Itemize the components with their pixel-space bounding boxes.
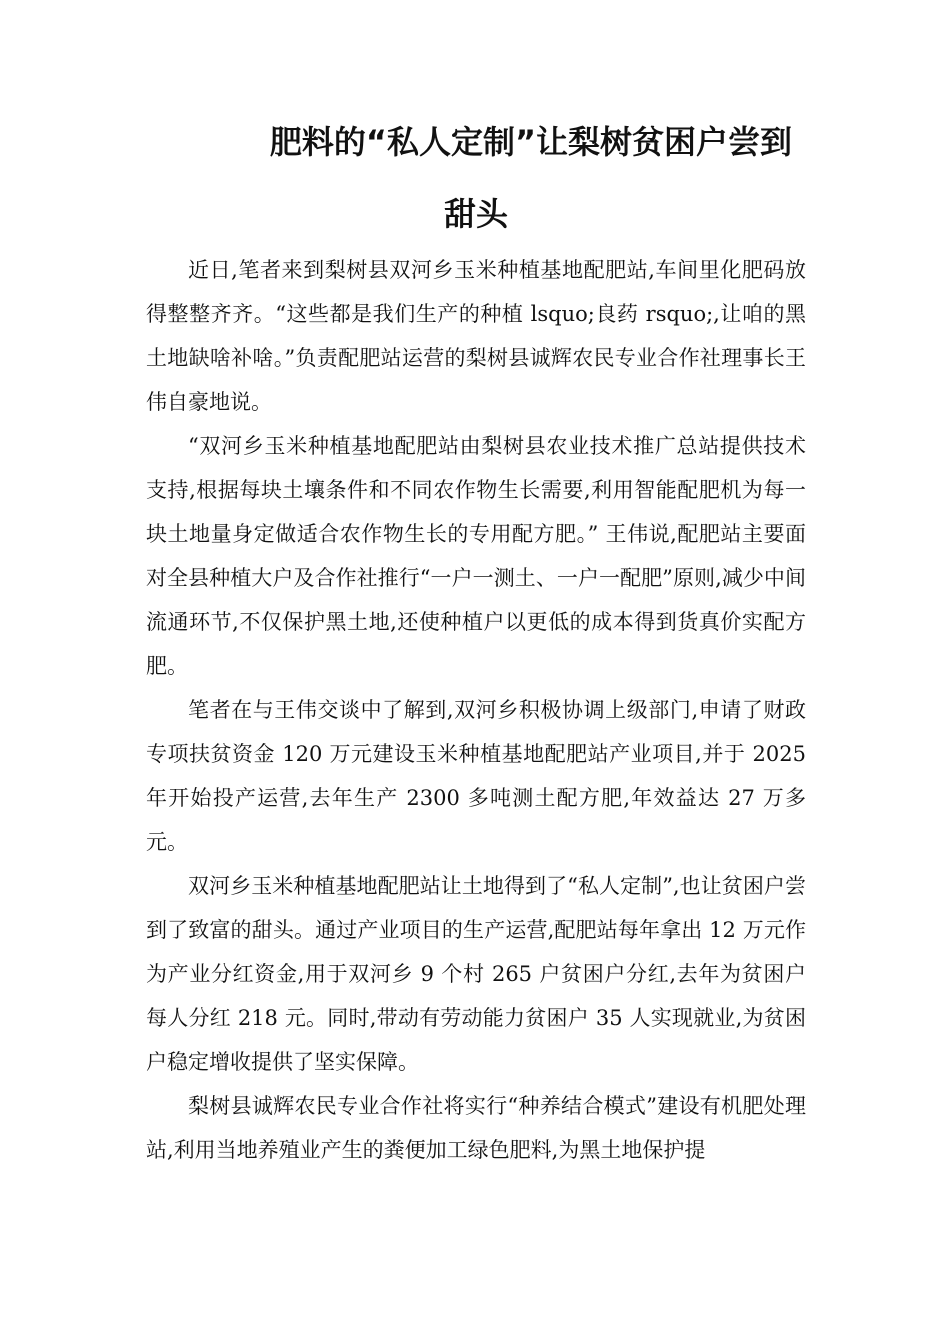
paragraph-2: “双河乡玉米种植基地配肥站由梨树县农业技术推广总站提供技术支持,根据每块土壤条件和不同农作物生长需要,利用智能配肥机为每一块土地量身定做适合农作物生长的专用配方肥。” 王伟说,配肥站主要面对全县种植大户及合作社推行“一户一测土、一户一配肥”原则,减少中间流通环节,不仅保护黑土地,还使种植户以更低的成本得到货真价实配方肥。 bbox=[146, 434, 806, 678]
title-line-1: 肥料的“私人定制”让梨树贫困户尝到 bbox=[269, 123, 792, 161]
paragraph-3: 笔者在与王伟交谈中了解到,双河乡积极协调上级部门,申请了财政专项扶贫资金 120 万元建设玉米种植基地配肥站产业项目,并于 2025 年开始投产运营,去年生产 2300 多吨测土配方肥,年效益达 27 万多元。 bbox=[146, 698, 806, 854]
article-body bbox=[146, 248, 806, 1172]
document-title bbox=[146, 106, 806, 250]
paragraph-1: 近日,笔者来到梨树县双河乡玉米种植基地配肥站,车间里化肥码放得整整齐齐。“这些都是我们生产的种植 lsquo;良药 rsquo;,让咱的黑土地缺啥补啥。”负责配肥站运营的梨树县诚辉农民专业合作社理事长王伟自豪地说。 bbox=[146, 258, 806, 414]
paragraph-5: 梨树县诚辉农民专业合作社将实行“种养结合模式”建设有机肥处理站,利用当地养殖业产生的粪便加工绿色肥料,为黑土地保护提 bbox=[146, 1094, 806, 1162]
title-line-2: 甜头 bbox=[443, 195, 508, 233]
paragraph-4: 双河乡玉米种植基地配肥站让土地得到了“私人定制”,也让贫困户尝到了致富的甜头。通过产业项目的生产运营,配肥站每年拿出 12 万元作为产业分红资金,用于双河乡 9 个村 265 户贫困户分红,去年为贫困户每人分红 218 元。同时,带动有劳动能力贫困户 35 人实现就业,为贫困户稳定增收提供了坚实保障。 bbox=[146, 874, 806, 1074]
